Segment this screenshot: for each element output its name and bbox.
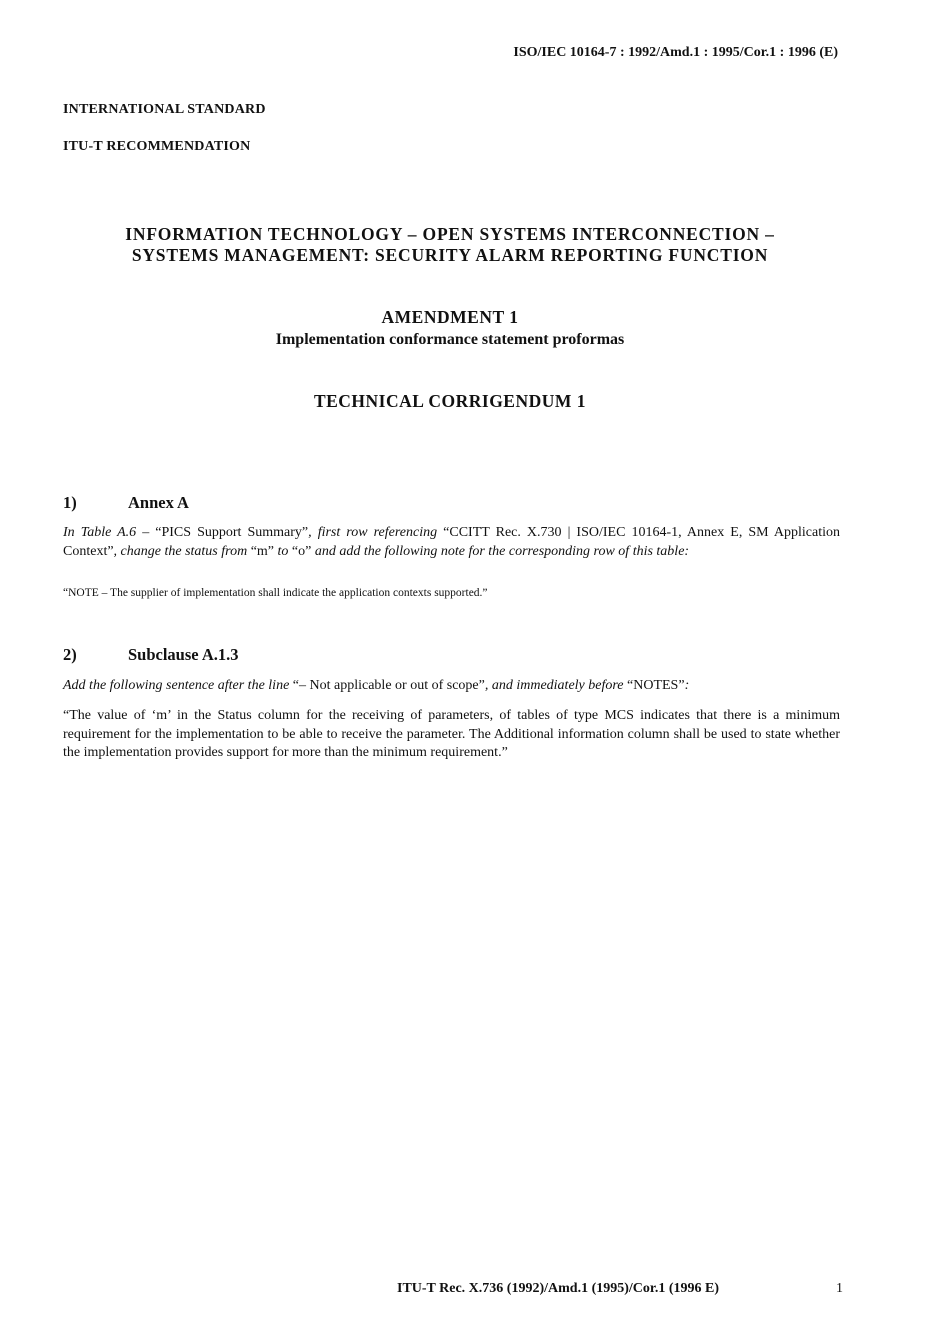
page-title-line-2: SYSTEMS MANAGEMENT: SECURITY ALARM REPORTING FUNCTION (131, 245, 769, 265)
page-title-line-1: INFORMATION TECHNOLOGY – OPEN SYSTEMS INTERCONNECTION – (125, 224, 775, 244)
footer-reference: ITU-T Rec. X.736 (1992)/Amd.1 (1995)/Cor.1 (1996 E) (397, 1281, 719, 1296)
amendment-subtitle: Implementation conformance statement proformas (275, 331, 625, 348)
quoted-text: “CCITT Rec. X.730 | ISO/IEC 10164-1, Annex E, SM Application Context” (63, 525, 840, 559)
instruction-text: In Table A.6 – (63, 525, 156, 540)
instruction-text: , change the status from (113, 543, 251, 559)
recommendation-type: ITU-T RECOMMENDATION (63, 139, 251, 154)
section-2-number: 2) (63, 645, 77, 664)
instruction-text: and add the following note for the corresponding row of this table: (311, 543, 690, 559)
section-1-heading: Annex A (128, 493, 189, 512)
section-1-instruction (63, 524, 840, 561)
quoted-text: “m” (250, 543, 275, 559)
section-2-instruction (63, 677, 840, 696)
quoted-text: “PICS Support Summary” (155, 525, 309, 540)
section-2-body: “The value of ‘m’ in the Status column for the receiving of parameters, of tables of type MCS indicates that there is a minimum requirement for the implementation to be able to receive the parameter. The Additional information column shall be used to state whether the implementation provides support for more than the minimum requirement.” (63, 708, 840, 760)
standard-type: INTERNATIONAL STANDARD (63, 102, 266, 117)
quoted-text: “– Not applicable or out of scope” (292, 678, 485, 693)
corrigendum-heading: TECHNICAL CORRIGENDUM 1 (313, 391, 587, 411)
instruction-text: , first row referencing (308, 525, 444, 540)
section-2-heading: Subclause A.1.3 (128, 645, 239, 664)
instruction-text: to (274, 543, 292, 559)
instruction-text: , and immediately before (484, 678, 628, 693)
section-1-number: 1) (63, 493, 77, 512)
quoted-text: “o” (291, 543, 312, 559)
instruction-text: Add the following sentence after the line (63, 678, 293, 693)
amendment-heading: AMENDMENT 1 (381, 307, 519, 327)
page-number: 1 (836, 1281, 843, 1296)
section-1-note: “NOTE – The supplier of implementation shall indicate the application contexts supported.” (63, 587, 488, 599)
quoted-text: “NOTES” (627, 678, 685, 693)
document-reference: ISO/IEC 10164-7 : 1992/Amd.1 : 1995/Cor.1 : 1996 (E) (513, 45, 838, 60)
instruction-text: : (684, 678, 690, 693)
